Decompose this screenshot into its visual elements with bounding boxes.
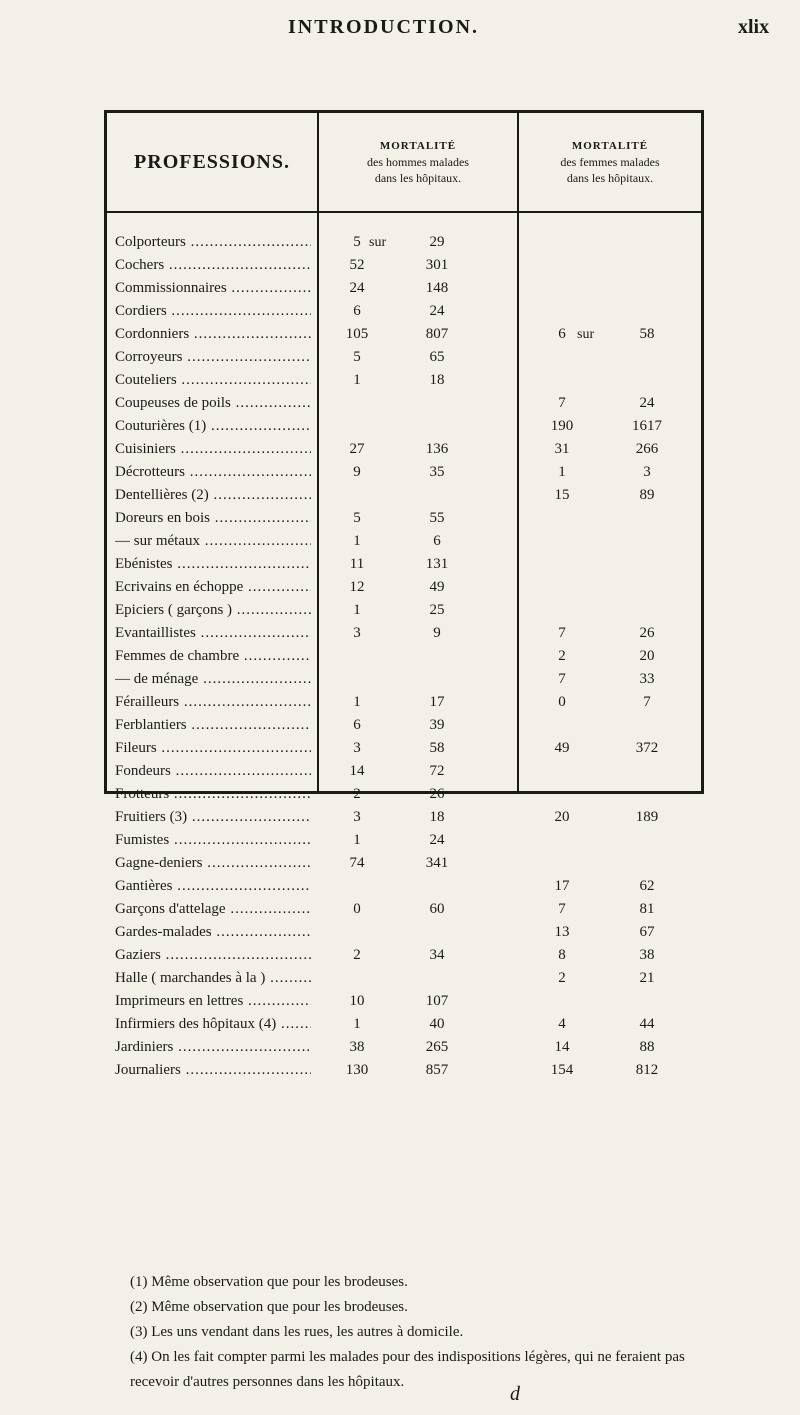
- footnote-3: (3) Les uns vendant dans les rues, les autres à domicile.: [130, 1324, 464, 1340]
- header-professions: PROFESSIONS.: [107, 113, 317, 213]
- profession-name: Gantières .....: [115, 875, 311, 898]
- header-men-line3: dans les hôpitaux.: [374, 171, 462, 185]
- men-deaths: 0: [353, 901, 361, 917]
- profession-name: Gagne-deniers .....: [115, 852, 311, 875]
- table-row: [107, 668, 701, 691]
- women-deaths: 190: [550, 418, 574, 434]
- men-deaths: 2: [353, 947, 361, 963]
- profession-name: Dentellières (2) .....: [115, 484, 311, 507]
- women-deaths: 6: [558, 326, 566, 342]
- header-men-line2: des hommes malades: [367, 155, 469, 169]
- women-deaths: 154: [550, 1062, 574, 1078]
- men-total: 18: [429, 372, 445, 388]
- running-head: [0, 16, 800, 56]
- table-row: [107, 300, 701, 323]
- profession-name: Gardes-malades .....: [115, 921, 311, 944]
- men-deaths: 74: [349, 855, 365, 871]
- men-total: 265: [425, 1039, 449, 1055]
- men-total: 6: [433, 533, 441, 549]
- men-total: 301: [425, 257, 449, 273]
- women-total: 20: [639, 648, 655, 664]
- women-total: 21: [639, 970, 655, 986]
- men-total: 18: [429, 809, 445, 825]
- women-deaths: 2: [558, 970, 566, 986]
- table-row: [107, 461, 701, 484]
- men-total: 58: [429, 740, 445, 756]
- men-deaths: 1: [353, 602, 361, 618]
- profession-name: Décrotteurs .....: [115, 461, 311, 484]
- women-total: 1617: [632, 418, 662, 434]
- women-total: 88: [639, 1039, 655, 1055]
- profession-name: Cordonniers .....: [115, 323, 311, 346]
- table-row: [107, 944, 701, 967]
- women-total: 44: [639, 1016, 655, 1032]
- profession-name: Frotteurs .....: [115, 783, 311, 806]
- header-women-line3: dans les hôpitaux.: [566, 171, 654, 185]
- women-total: 7: [643, 694, 651, 710]
- men-deaths: 3: [353, 740, 361, 756]
- women-deaths: 0: [558, 694, 566, 710]
- table-row: [107, 392, 701, 415]
- profession-name: Couteliers .....: [115, 369, 311, 392]
- profession-name: Garçons d'attelage .....: [115, 898, 311, 921]
- table-row: [107, 1036, 701, 1059]
- men-total: 49: [429, 579, 445, 595]
- profession-name: Cordiers .....: [115, 300, 311, 323]
- women-deaths: 7: [558, 395, 566, 411]
- profession-name: — de ménage .....: [115, 668, 311, 691]
- women-total: 3: [643, 464, 651, 480]
- profession-name: Fruitiers (3) .....: [115, 806, 311, 829]
- men-deaths: 5: [353, 510, 361, 526]
- men-total: 29: [429, 234, 445, 250]
- table-row: [107, 737, 701, 760]
- table-row: [107, 1059, 701, 1082]
- footnote-2: (2) Même observation que pour les brodeuses.: [130, 1299, 408, 1315]
- profession-name: Journaliers .....: [115, 1059, 311, 1082]
- men-total: 40: [429, 1016, 445, 1032]
- table-row: [107, 369, 701, 392]
- table-row: [107, 254, 701, 277]
- table-row: [107, 553, 701, 576]
- profession-name: Evantaillistes .....: [115, 622, 311, 645]
- women-deaths: 1: [558, 464, 566, 480]
- table-row: [107, 921, 701, 944]
- men-total: 136: [425, 441, 449, 457]
- table-row: [107, 415, 701, 438]
- profession-name: Férailleurs .....: [115, 691, 311, 714]
- profession-name: Ebénistes .....: [115, 553, 311, 576]
- table-row: [107, 990, 701, 1013]
- table-row: [107, 323, 701, 346]
- men-total: 107: [425, 993, 449, 1009]
- men-deaths: 1: [353, 372, 361, 388]
- table-row: [107, 231, 701, 254]
- men-deaths: 10: [349, 993, 365, 1009]
- profession-name: Ferblantiers .....: [115, 714, 311, 737]
- women-deaths: 7: [558, 625, 566, 641]
- profession-name: Infirmiers des hôpitaux (4) .....: [115, 1013, 311, 1036]
- table-row: [107, 875, 701, 898]
- men-deaths: 3: [353, 809, 361, 825]
- men-deaths: 14: [349, 763, 365, 779]
- profession-name: — sur métaux .....: [115, 530, 311, 553]
- men-total: 25: [429, 602, 445, 618]
- men-deaths: 11: [349, 556, 365, 572]
- profession-name: Cochers .....: [115, 254, 311, 277]
- women-total: 26: [639, 625, 655, 641]
- men-deaths: 5: [353, 234, 361, 250]
- table-row: [107, 760, 701, 783]
- men-total: 148: [425, 280, 449, 296]
- table-row: [107, 576, 701, 599]
- women-deaths: 13: [554, 924, 570, 940]
- header-women-mortality: [517, 113, 701, 213]
- footnote-1: (1) Même observation que pour les brodeuses.: [130, 1274, 408, 1290]
- women-deaths: 7: [558, 671, 566, 687]
- women-total: 812: [635, 1062, 659, 1078]
- women-deaths: 17: [554, 878, 570, 894]
- men-total: 39: [429, 717, 445, 733]
- men-deaths: 1: [353, 694, 361, 710]
- men-total: 55: [429, 510, 445, 526]
- men-total: 857: [425, 1062, 449, 1078]
- table-row: [107, 645, 701, 668]
- women-deaths: 15: [554, 487, 570, 503]
- profession-name: Femmes de chambre .....: [115, 645, 311, 668]
- men-total: 60: [429, 901, 445, 917]
- table-row: [107, 714, 701, 737]
- header-women-line2: des femmes malades: [560, 155, 660, 169]
- sur-label-men: sur: [369, 235, 387, 250]
- men-total: 807: [425, 326, 449, 342]
- table-row: [107, 691, 701, 714]
- footnote-4: (4) On les fait compter parmi les malades pour des indispositions légères, qui ne feraient pas recevoir d'autres personnes dans les hôpitaux.: [130, 1349, 685, 1390]
- sur-label-women: sur: [577, 327, 595, 342]
- men-total: 131: [425, 556, 449, 572]
- men-deaths: 1: [353, 1016, 361, 1032]
- women-total: 372: [635, 740, 659, 756]
- women-deaths: 20: [554, 809, 570, 825]
- women-total: 38: [639, 947, 655, 963]
- table-row: [107, 852, 701, 875]
- profession-name: Fondeurs .....: [115, 760, 311, 783]
- table-row: [107, 438, 701, 461]
- table-row: [107, 346, 701, 369]
- men-total: 17: [429, 694, 445, 710]
- profession-name: Imprimeurs en lettres .....: [115, 990, 311, 1013]
- women-total: 189: [635, 809, 659, 825]
- women-total: 62: [639, 878, 655, 894]
- women-deaths: 14: [554, 1039, 570, 1055]
- men-total: 35: [429, 464, 445, 480]
- header-women-line1: MORTALITÉ: [571, 140, 649, 152]
- profession-name: Couturières (1) .....: [115, 415, 311, 438]
- men-total: 26: [429, 786, 445, 802]
- table-row: [107, 599, 701, 622]
- men-deaths: 27: [349, 441, 365, 457]
- men-deaths: 5: [353, 349, 361, 365]
- men-deaths: 12: [349, 579, 365, 595]
- profession-name: Jardiniers .....: [115, 1036, 311, 1059]
- table-row: [107, 1013, 701, 1036]
- profession-name: Colporteurs .....: [115, 231, 311, 254]
- table-row: [107, 277, 701, 300]
- men-deaths: 24: [349, 280, 365, 296]
- women-total: 89: [639, 487, 655, 503]
- profession-name: Gaziers .....: [115, 944, 311, 967]
- footnotes: [130, 1270, 730, 1395]
- table-row: [107, 898, 701, 921]
- table-row: [107, 783, 701, 806]
- table-row: [107, 829, 701, 852]
- profession-name: Epiciers ( garçons ) .....: [115, 599, 311, 622]
- table-row: [107, 484, 701, 507]
- men-total: 34: [429, 947, 445, 963]
- men-deaths: 38: [349, 1039, 365, 1055]
- men-deaths: 1: [353, 533, 361, 549]
- men-deaths: 6: [353, 717, 361, 733]
- men-total: 24: [429, 303, 445, 319]
- header-men-line1: MORTALITÉ: [379, 140, 457, 152]
- men-deaths: 52: [349, 257, 365, 273]
- table-row: [107, 507, 701, 530]
- women-deaths: 31: [554, 441, 570, 457]
- women-deaths: 4: [558, 1016, 566, 1032]
- women-deaths: 8: [558, 947, 566, 963]
- profession-name: Corroyeurs .....: [115, 346, 311, 369]
- men-total: 24: [429, 832, 445, 848]
- women-deaths: 49: [554, 740, 570, 756]
- men-deaths: 9: [353, 464, 361, 480]
- page-number: xlix: [738, 16, 770, 38]
- women-total: 58: [639, 326, 655, 342]
- profession-name: Halle ( marchandes à la ) .....: [115, 967, 311, 990]
- women-total: 81: [639, 901, 655, 917]
- women-total: 67: [639, 924, 655, 940]
- table-row: [107, 622, 701, 645]
- men-total: 341: [425, 855, 449, 871]
- signature-mark: d: [510, 1383, 520, 1405]
- table-row: [107, 530, 701, 553]
- table-row: [107, 806, 701, 829]
- women-total: 266: [635, 441, 659, 457]
- header-men-mortality: [317, 113, 517, 213]
- women-total: 24: [639, 395, 655, 411]
- men-deaths: 105: [345, 326, 369, 342]
- men-total: 72: [429, 763, 445, 779]
- men-total: 9: [433, 625, 441, 641]
- table-body: [107, 231, 701, 1082]
- profession-name: Fumistes .....: [115, 829, 311, 852]
- women-deaths: 7: [558, 901, 566, 917]
- men-deaths: 1: [353, 832, 361, 848]
- profession-name: Commissionnaires .....: [115, 277, 311, 300]
- men-deaths: 2: [353, 786, 361, 802]
- men-deaths: 130: [345, 1062, 369, 1078]
- women-deaths: 2: [558, 648, 566, 664]
- table-row: [107, 967, 701, 990]
- profession-name: Ecrivains en échoppe .....: [115, 576, 311, 599]
- profession-name: Cuisiniers .....: [115, 438, 311, 461]
- men-deaths: 3: [353, 625, 361, 641]
- profession-name: Coupeuses de poils .....: [115, 392, 311, 415]
- profession-name: Doreurs en bois .....: [115, 507, 311, 530]
- profession-name: Fileurs .....: [115, 737, 311, 760]
- men-total: 65: [429, 349, 445, 365]
- women-total: 33: [639, 671, 655, 687]
- men-deaths: 6: [353, 303, 361, 319]
- running-head-title: INTRODUCTION.: [288, 16, 480, 38]
- mortality-table: [104, 110, 704, 1078]
